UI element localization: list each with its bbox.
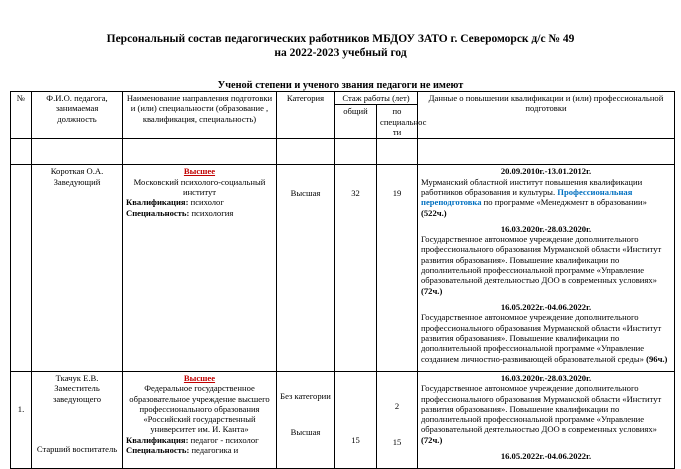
table-header-row xyxy=(11,92,675,105)
specialty-line xyxy=(126,208,273,218)
category-value: Без категории xyxy=(280,390,331,401)
document-title-line2: на 2022-2023 учебный год xyxy=(274,47,407,59)
course-text-line xyxy=(421,177,671,218)
total-experience-value: 32 xyxy=(351,188,360,199)
special-experience-value-2: 15 xyxy=(392,437,402,448)
table-row xyxy=(11,165,675,372)
person-position: Заместитель заведующего xyxy=(52,383,102,404)
course-text-line xyxy=(421,383,671,445)
total-experience-cell xyxy=(335,371,377,469)
specialty-line xyxy=(126,445,273,455)
course-entry xyxy=(421,166,671,218)
qualification-label: Квалификация: xyxy=(126,434,189,445)
person-name: Ткачук Е.В. xyxy=(55,372,99,383)
course-hours: (522ч.) xyxy=(421,207,447,218)
header-name: Ф.И.О. педагога, занимаемая должность xyxy=(32,92,123,139)
education-degree: Высшее xyxy=(183,166,216,177)
qualification-line xyxy=(126,197,273,207)
document-title-line1: Персональный состав педагогических работников МБДОУ ЗАТО г. Североморск д/с № 49 xyxy=(106,33,575,45)
special-experience-value: 19 xyxy=(392,188,402,199)
table-row-blank xyxy=(11,139,675,165)
course-date: 20.09.2010г.-13.01.2012г. xyxy=(500,166,592,177)
category-value: Высшая xyxy=(290,188,321,199)
document-subtitle: Ученой степени и ученого звания педагоги не имеют xyxy=(217,80,464,91)
course-prof-retraining: Профессиональная переподготовка xyxy=(421,186,633,208)
course-rest: по программе «Менеджмент в образовании» xyxy=(481,197,647,208)
course-date: 16.03.2020г.-28.03.2020г. xyxy=(500,223,592,234)
person-position: Заведующий xyxy=(53,176,101,187)
header-spec: Наименование направления подготовки и (или) специальности (образование , квалификация, специальность) xyxy=(123,92,277,139)
qualification-value: педагог - психолог xyxy=(188,434,259,445)
category-cell xyxy=(277,371,335,469)
total-experience-value: 15 xyxy=(351,434,360,445)
specialty-label: Специальность: xyxy=(126,445,190,456)
row-num: 1. xyxy=(11,371,32,469)
header-total: общий xyxy=(335,105,377,139)
course-text: Государственное автономное учреждение дополнительного профессионального образования Мурманской области «Институт развития образования». Повышение квалификации по дополнительной профессиональной программе «Управление образовательной деятельностью ДОО в современных условиях» xyxy=(421,234,662,286)
course-entry xyxy=(421,373,671,445)
course-text: Государственное автономное учреждение дополнительного профессионального образования Мурманской области «Институт развития образования». Повышение квалификации по дополнительной профессиональной программе «Управление созданием личностно-развивающей образовательной среды» xyxy=(421,312,662,364)
staff-table xyxy=(10,91,675,469)
course-hours: (72ч.) xyxy=(421,434,443,445)
education-cell xyxy=(123,371,277,469)
total-experience-cell xyxy=(335,165,377,372)
category-value-2: Высшая xyxy=(290,427,321,438)
course-date: 16.05.2022г.-04.06.2022г. xyxy=(500,302,592,312)
category-cell xyxy=(277,165,335,372)
education-institution: Федеральное государственное образовательное учреждение высшего профессионального образования «Российский государственный университет им. И. Канта» xyxy=(129,383,270,435)
header-experience: Стаж работы (лет) xyxy=(335,92,418,105)
course-entry xyxy=(421,224,671,296)
specialty-label: Специальность: xyxy=(126,207,190,218)
special-experience-value: 2 xyxy=(394,400,400,411)
course-entry xyxy=(421,451,671,461)
course-hours: (72ч.) xyxy=(421,285,443,296)
qualification-value: психолог xyxy=(188,197,224,208)
header-qualification: Данные о повышении квалификации и (или) профессиональной подготовки xyxy=(418,92,675,139)
courses-cell xyxy=(418,371,675,469)
course-date: 16.05.2022г.-04.06.2022г. xyxy=(500,451,592,462)
courses-cell xyxy=(418,165,675,372)
row-num xyxy=(11,165,32,372)
education-degree: Высшее xyxy=(183,372,216,383)
qualification-label: Квалификация: xyxy=(126,197,189,208)
course-hours: (96ч.) xyxy=(646,353,668,364)
course-text-line xyxy=(421,234,671,296)
education-cell xyxy=(123,165,277,372)
person-position-2: Старший воспитатель xyxy=(36,443,118,454)
specialty-value: психология xyxy=(189,207,234,218)
header-category: Категория xyxy=(277,92,335,139)
table-row xyxy=(11,371,675,469)
course-text: Государственное автономное учреждение дополнительного профессионального образования Мурманской области «Институт развития образования». Повышение квалификации по дополнительной профессиональной программе «Управление образовательной деятельностью ДОО в современных условиях» xyxy=(421,383,662,435)
education-institution: Московский психолого-социальный институт xyxy=(133,176,266,197)
qualification-line xyxy=(126,435,273,445)
course-date: 16.03.2020г.-28.03.2020г. xyxy=(500,372,592,383)
person-name: Короткая О.А. xyxy=(50,166,104,177)
course-entry xyxy=(421,302,671,364)
specialty-value: педагогика и xyxy=(189,445,239,456)
person-cell xyxy=(32,165,123,372)
header-special: по специальнос ти xyxy=(377,105,418,139)
course-text: Мурманский областной институт повышения квалификации работников образования и культуры. xyxy=(421,176,643,197)
special-experience-cell xyxy=(377,165,418,372)
special-experience-cell xyxy=(377,371,418,469)
person-cell xyxy=(32,371,123,469)
header-num: № xyxy=(11,92,32,139)
course-text-line xyxy=(421,312,671,364)
